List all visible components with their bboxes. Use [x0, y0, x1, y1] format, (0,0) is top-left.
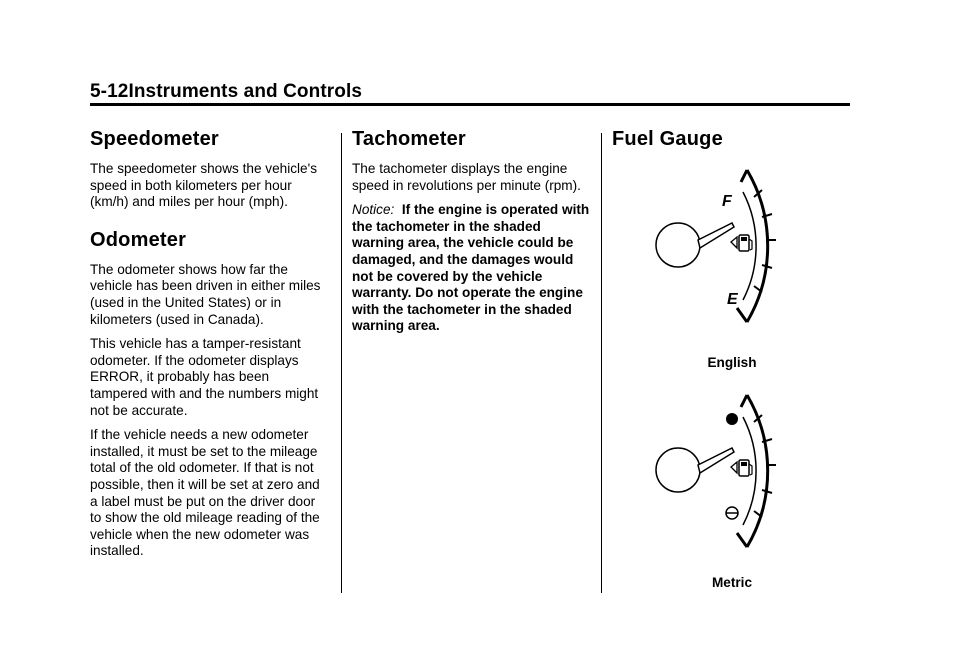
speedometer-heading: Speedometer — [90, 128, 219, 150]
fuel-full-symbol-icon — [726, 413, 738, 425]
column-right — [612, 128, 852, 161]
column-divider-1 — [341, 133, 342, 593]
column-middle — [352, 128, 592, 343]
odometer-paragraph-1: The odometer shows how far the vehicle has been driven in either miles (used in the United States) or in kilometers (used in Canada). — [90, 261, 321, 327]
notice-text: If the engine is operated with the tachometer in the shaded warning area, the vehicle could be damaged, and the damages would not be covered by the vehicle warranty. Do not operate the engine with the tachometer in the shaded warning area. — [352, 202, 590, 334]
tachometer-notice — [352, 202, 592, 335]
page-number: 5-12 — [90, 81, 129, 102]
fuel-pump-icon — [731, 460, 752, 476]
column-divider-2 — [601, 133, 602, 593]
odometer-paragraph-2: This vehicle has a tamper-resistant odometer. If the odometer displays ERROR, it probably has been tampered with and the numbers might not be accurate. — [90, 336, 319, 418]
speedometer-body: The speedometer shows the vehicle's speed in both kilometers per hour (km/h) and miles per hour (mph). — [90, 161, 318, 210]
fuel-empty-symbol-icon — [726, 507, 738, 519]
caption-english: English — [707, 355, 757, 370]
fuel-full-label: F — [722, 193, 732, 210]
notice-label: Notice: — [352, 202, 395, 218]
fuel-empty-label: E — [727, 291, 738, 308]
header-rule — [90, 103, 850, 106]
tachometer-body: The tachometer displays the engine speed in revolutions per minute (rpm). — [352, 161, 581, 193]
fuel-pump-icon — [731, 235, 752, 251]
section-title: Instruments and Controls — [128, 81, 363, 102]
page-header — [90, 81, 850, 103]
fuel-gauge-metric-illustration — [650, 385, 800, 560]
odometer-paragraph-3: If the vehicle needs a new odometer installed, it must be set to the mileage total of the old odometer. If that is not possible, then it will be set at zero and a label must be put on the driver door to show the old mileage reading of the vehicle when the new odometer was installed. — [90, 427, 320, 559]
fuel-gauge-english-illustration — [650, 160, 800, 335]
fuel-gauge-heading: Fuel Gauge — [612, 128, 723, 150]
caption-metric: Metric — [711, 575, 753, 590]
column-left — [90, 128, 330, 568]
odometer-heading: Odometer — [90, 228, 187, 251]
tachometer-heading: Tachometer — [352, 128, 466, 150]
